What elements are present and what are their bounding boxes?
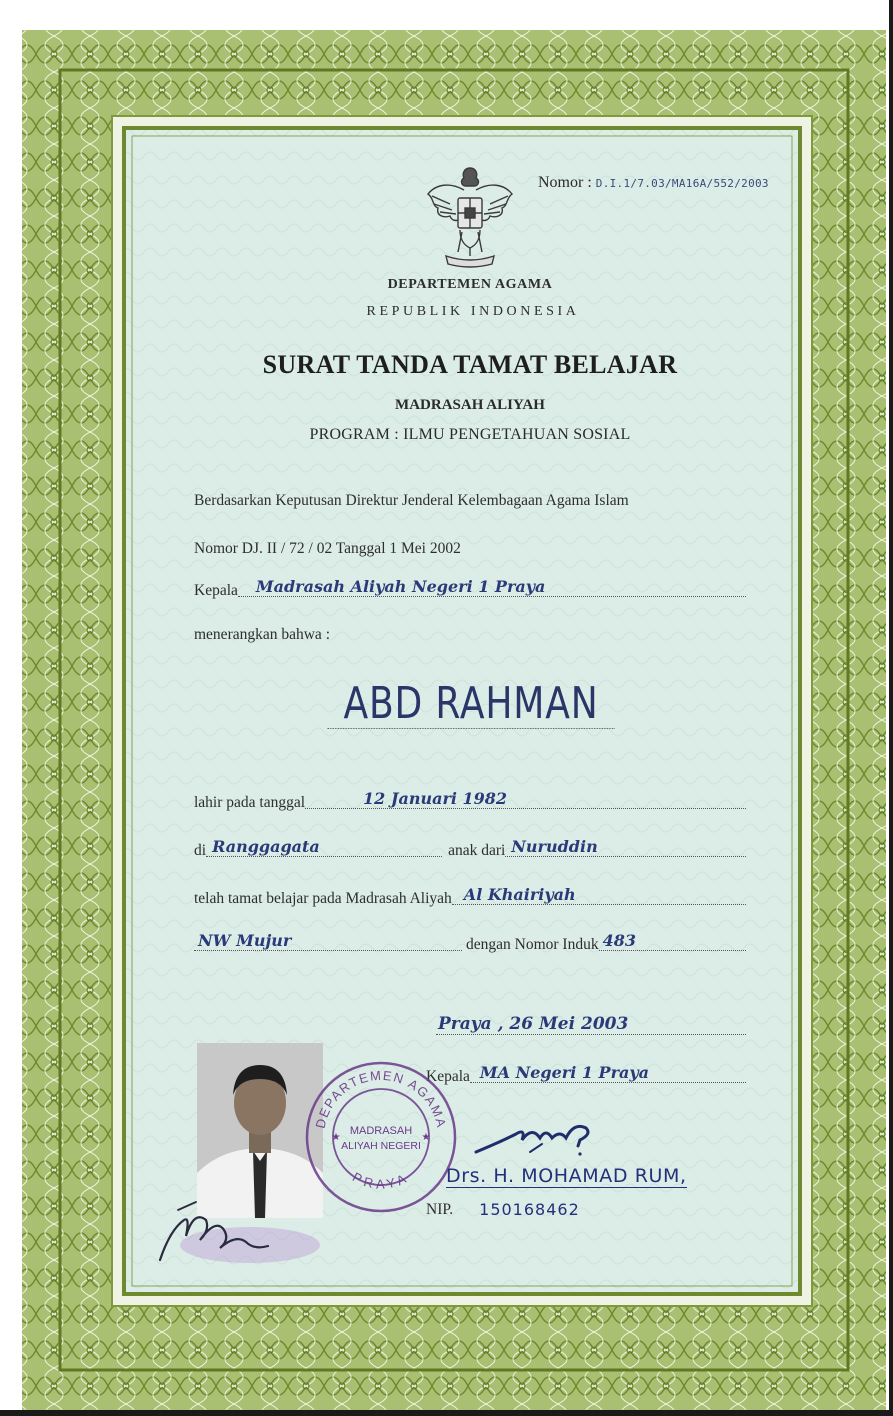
nomor-field xyxy=(538,174,769,192)
signature-mark xyxy=(470,1112,620,1162)
stamp-inner-1: MADRASAH xyxy=(349,1125,413,1137)
kepala-label: Kepala xyxy=(194,582,238,599)
stamp-inner-2: ALIYAH NEGERI xyxy=(341,1140,421,1152)
program-line: PROGRAM : ILMU PENGETAHUAN SOSIAL xyxy=(309,426,631,443)
induk-row xyxy=(194,928,746,954)
induk-value: 483 xyxy=(602,931,636,950)
signer-title-row xyxy=(426,1060,746,1086)
place-date-fill xyxy=(436,1012,746,1035)
signer-kepala-value: MA Negeri 1 Praya xyxy=(479,1063,650,1082)
birth-fill xyxy=(305,786,746,809)
induk-label: dengan Nomor Induk xyxy=(466,936,599,953)
parent-value: Nuruddin xyxy=(511,837,598,856)
school-fill-2 xyxy=(194,928,462,951)
republic-heading: REPUBLIK INDONESIA xyxy=(366,304,580,319)
garuda-emblem-icon xyxy=(420,160,520,272)
scan-edge-bottom xyxy=(0,1410,893,1416)
svg-text:PRAYA xyxy=(350,1169,412,1191)
signer-name-fill xyxy=(446,1166,746,1188)
nip-label: NIP. xyxy=(426,1201,454,1218)
kepala-row xyxy=(194,574,746,600)
kepala-fill xyxy=(238,574,746,597)
parent-fill xyxy=(505,834,746,857)
place-date-value: Praya , 26 Mei 2003 xyxy=(438,1014,629,1034)
birth-row xyxy=(194,786,746,812)
signer-kepala-fill xyxy=(470,1060,746,1083)
basis-line-1: Berdasarkan Keputusan Direktur Jenderal Kelembagaan Agama Islam xyxy=(194,492,629,509)
graduated-label: telah tamat belajar pada Madrasah Aliyah xyxy=(194,890,452,907)
graduated-row xyxy=(194,882,746,908)
school-value-2: NW Mujur xyxy=(198,931,292,950)
birthplace-fill xyxy=(206,834,442,857)
basis-line-2: Nomor DJ. II / 72 / 02 Tanggal 1 Mei 2002 xyxy=(194,540,461,557)
student-signature-mark xyxy=(150,1190,350,1270)
birthplace-value: Ranggagata xyxy=(212,837,320,856)
nip-row xyxy=(426,1200,626,1219)
place-date-row xyxy=(436,1012,746,1038)
kepala-value: Madrasah Aliyah Negeri 1 Praya xyxy=(255,577,546,596)
states-label: menerangkan bahwa : xyxy=(194,626,330,643)
birth-value: 12 Januari 1982 xyxy=(363,789,508,808)
signer-kepala-label: Kepala xyxy=(426,1068,470,1085)
svg-text:★: ★ xyxy=(331,1132,341,1143)
certificate-subtitle: MADRASAH ALIYAH xyxy=(395,397,545,413)
parent-label: anak dari xyxy=(448,842,506,859)
school-value-1: Al Khairiyah xyxy=(463,885,576,904)
student-name: ABD RAHMAN xyxy=(328,680,615,729)
di-label: di xyxy=(194,842,207,859)
nomor-value: D.I.1/7.03/MA16A/552/2003 xyxy=(595,177,769,190)
school-fill-1 xyxy=(452,882,746,905)
svg-text:DEPARTEMEN AGAMA xyxy=(313,1068,450,1130)
birthplace-parent-row xyxy=(194,834,746,860)
scan-edge-right xyxy=(889,0,893,1416)
signer-name-row xyxy=(446,1166,746,1191)
stamp-outer-bottom: PRAYA xyxy=(350,1169,412,1192)
induk-fill xyxy=(599,928,746,951)
nip-value: 150168462 xyxy=(479,1200,580,1219)
certificate-title: SURAT TANDA TAMAT BELAJAR xyxy=(262,350,678,379)
stamp-outer-top: DEPARTEMEN AGAMA xyxy=(312,1067,450,1130)
svg-text:★: ★ xyxy=(421,1132,431,1143)
signer-name: Drs. H. MOHAMAD RUM, xyxy=(446,1165,687,1187)
birth-label: lahir pada tanggal xyxy=(194,794,306,811)
department-heading: DEPARTEMEN AGAMA xyxy=(387,277,553,292)
nomor-label: Nomor : xyxy=(538,174,592,191)
